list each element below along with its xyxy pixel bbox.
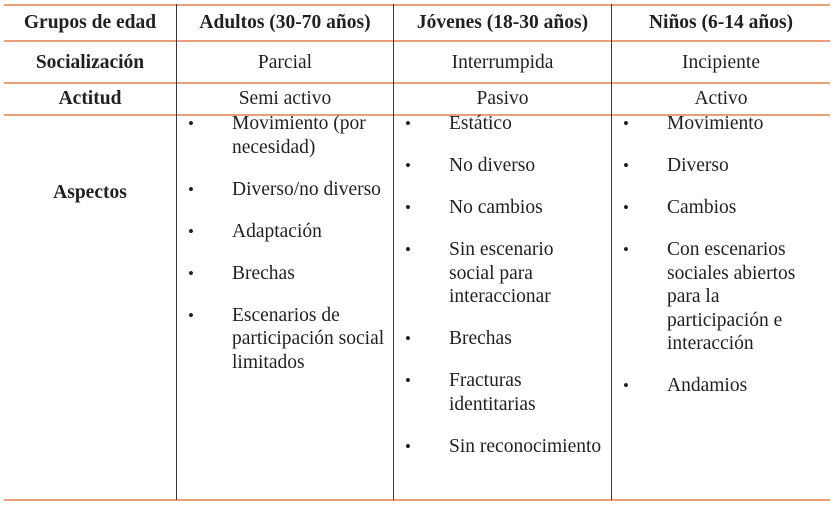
actitud-adultos: Semi activo xyxy=(238,88,332,109)
rule-below-header xyxy=(4,40,830,42)
list-item: • Cambios xyxy=(623,197,737,218)
rule-bottom xyxy=(4,499,830,501)
aspectos-adultos-list xyxy=(177,112,387,393)
list-item: • Movimiento (por necesidad) xyxy=(188,113,366,158)
bullet-icon: • xyxy=(405,198,411,217)
bullet-icon: • xyxy=(405,114,411,133)
bullet-icon: • xyxy=(188,263,194,283)
socializacion-ninos: Incipiente xyxy=(682,52,760,73)
bullet-icon: • xyxy=(188,221,194,241)
bullet-icon: • xyxy=(623,376,629,395)
socializacion-jovenes: Interrumpida xyxy=(451,52,554,73)
list-item: • Fracturas identitarias xyxy=(405,370,536,415)
row-label-aspectos: Aspectos xyxy=(53,182,127,203)
list-item: • Brechas xyxy=(405,328,512,349)
list-item: • Escenarios de participación social limitados xyxy=(188,304,385,373)
header-grupos-de-edad: Grupos de edad xyxy=(23,12,157,33)
aspectos-jovenes-list xyxy=(394,112,602,477)
list-item: • No cambios xyxy=(405,197,543,218)
list-item: • Brechas xyxy=(188,262,295,284)
bullet-icon: • xyxy=(405,156,411,175)
bullet-icon: • xyxy=(623,198,629,217)
list-item: • Adaptación xyxy=(188,220,322,242)
bullet-icon: • xyxy=(405,329,411,348)
bullet-icon: • xyxy=(623,114,629,133)
bullet-icon: • xyxy=(405,240,411,259)
list-item: • Con escenarios sociales abiertos para la participación e interacción xyxy=(623,239,796,354)
aspectos-ninos-list xyxy=(612,112,822,416)
bullet-icon: • xyxy=(623,156,629,175)
bullet-icon: • xyxy=(405,436,411,456)
header-jovenes: Jóvenes (18-30 años) xyxy=(416,12,589,33)
bullet-icon: • xyxy=(623,240,629,259)
list-item: • Andamios xyxy=(623,375,748,396)
list-item: • Diverso xyxy=(623,155,729,176)
list-item: • Diverso/no diverso xyxy=(188,178,381,200)
rule-below-socializacion xyxy=(4,82,830,84)
bullet-icon: • xyxy=(405,371,411,390)
row-label-socializacion: Socialización xyxy=(35,52,145,73)
rule-top xyxy=(4,4,830,6)
list-item: • No diverso xyxy=(405,155,536,176)
list-item: • Estático xyxy=(405,113,512,134)
actitud-jovenes: Pasivo xyxy=(476,88,529,109)
header-ninos: Niños (6-14 años) xyxy=(648,12,794,33)
list-item: • Sin escenario social para interaccionar xyxy=(405,239,554,307)
bullet-icon: • xyxy=(188,179,194,199)
bullet-icon: • xyxy=(188,305,194,325)
bullet-icon: • xyxy=(188,114,194,133)
list-item: • Movimiento xyxy=(623,113,764,134)
list-item: • Sin reconocimiento xyxy=(405,435,602,457)
actitud-ninos: Activo xyxy=(694,88,748,109)
row-label-actitud: Actitud xyxy=(58,88,122,109)
socializacion-adultos: Parcial xyxy=(257,52,313,73)
header-adultos: Adultos (30-70 años) xyxy=(199,12,371,33)
